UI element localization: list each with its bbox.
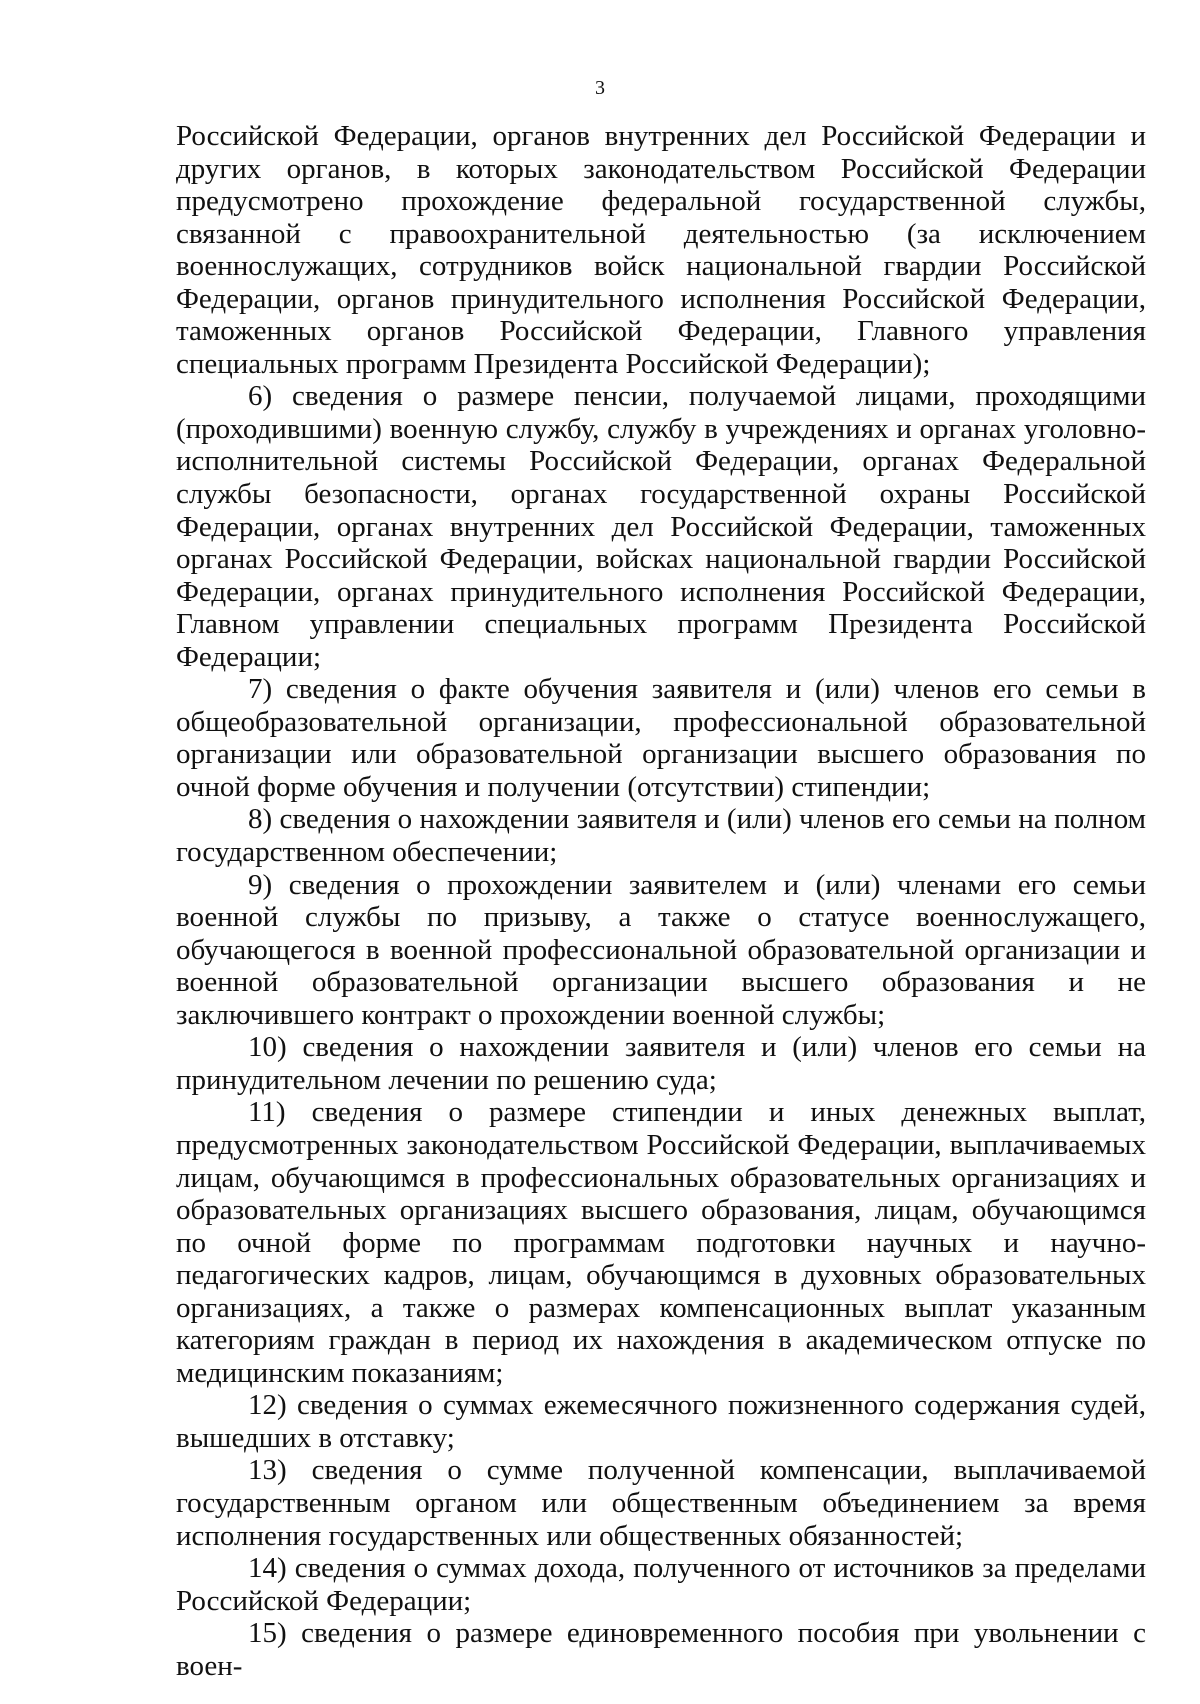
list-item-9: 9) сведения о прохождении заявителем и (или) членами его семьи военной службы по призыву, а также о статусе военнослужащего, обучающегося в военной профессиональной образовательной организации и военной образовательной организации высшего образования и не заключившего контракт о прохождении военной службы; [176,868,1146,1031]
list-item-10: 10) сведения о нахождении заявителя и (или) членов его семьи на принудительном лечении по решению суда; [176,1031,1146,1096]
list-item-14: 14) сведения о суммах дохода, полученного от источников за пределами Российской Федерации; [176,1552,1146,1617]
list-item-13: 13) сведения о сумме полученной компенсации, выплачиваемой государственным органом или общественным объединением за время исполнения государственных или общественных обязанностей; [176,1454,1146,1552]
list-item-12: 12) сведения о суммах ежемесячного пожизненного содержания судей, вышедших в отставку; [176,1389,1146,1454]
list-item-15: 15) сведения о размере единовременного пособия при увольнении с воен- [176,1617,1146,1682]
document-body [176,120,1146,1682]
page-number: 3 [595,77,605,99]
paragraph-continuation: Российской Федерации, органов внутренних дел Российской Федерации и других органов, в которых законодательством Российской Федерации предусмотрено прохождение федеральной государственной службы, связанной с правоохранительной деятельностью (за исключением военнослужащих, сотрудников войск национальной гвардии Российской Федерации, органов принудительного исполнения Российской Федерации, таможенных органов Российской Федерации, Главного управления специальных программ Президента Российской Федерации); [176,120,1146,380]
list-item-8: 8) сведения о нахождении заявителя и (или) членов его семьи на полном государственном обеспечении; [176,803,1146,869]
list-item-7: 7) сведения о факте обучения заявителя и (или) членов его семьи в общеобразовательной организации, профессиональной образовательной организации или образовательной организации высшего образования по очной форме обучения и получении (отсутствии) стипендии; [176,673,1146,803]
list-item-11: 11) сведения о размере стипендии и иных денежных выплат, предусмотренных законодательством Российской Федерации, выплачиваемых лицам, обучающимся в профессиональных образовательных организациях и образовательных организациях высшего образования, лицам, обучающимся по очной форме по программам подготовки научных и научно-педагогических кадров, лицам, обучающимся в духовных образовательных организациях, а также о размерах компенсационных выплат указанным категориям граждан в период их нахождения в академическом отпуске по медицинским показаниям; [176,1096,1146,1389]
list-item-6: 6) сведения о размере пенсии, получаемой лицами, проходящими (проходившими) военную службу, службу в учреждениях и органах уголовно-исполнительной системы Российской Федерации, органах Федеральной службы безопасности, органах государственной охраны Российской Федерации, органах внутренних дел Российской Федерации, таможенных органах Российской Федерации, войсках национальной гвардии Российской Федерации, органах принудительного исполнения Российской Федерации, Главном управлении специальных программ Президента Российской Федерации; [176,380,1146,673]
